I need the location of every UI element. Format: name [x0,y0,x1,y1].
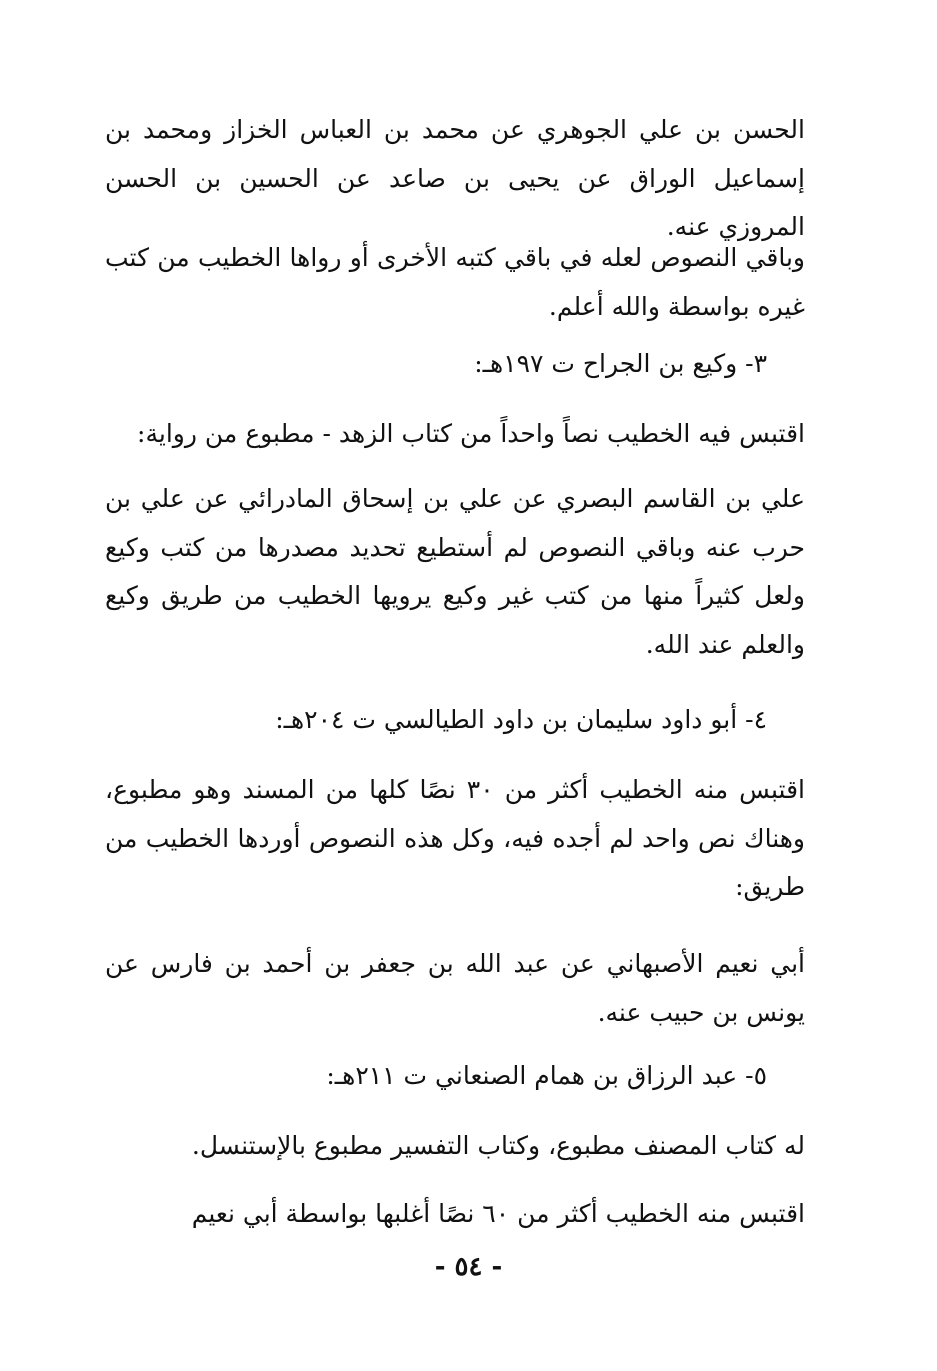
paragraph-6: اقتبس منه الخطيب أكثر من ٣٠ نصًا كلها من المسند وهو مطبوع، وهناك نص واحد لم أجده فيه، وكل هذه النصوص أوردها الخطيب من طريق: [105,775,805,901]
section-heading-5: ٥- عبد الرزاق بن همام الصنعاني ت ٢١١هـ: [326,1061,767,1090]
paragraph-2: وباقي النصوص لعله في باقي كتبه الأخرى أو رواها الخطيب من كتب غيره بواسطة والله أعلم. [105,243,805,321]
paragraph-5: علي بن القاسم البصري عن علي بن إسحاق المادرائي عن علي بن حرب عنه وباقي النصوص لم أستطيع تحديد مصدرها من كتب وكيع ولعل كثيراً منها من كتب غير وكيع يرويها الخطيب من طريق وكيع والعلم عند الله. [105,484,805,659]
paragraph-4: اقتبس فيه الخطيب نصاً واحداً من كتاب الزهد - مطبوع من رواية: [137,419,805,448]
paragraph-7: أبي نعيم الأصبهاني عن عبد الله بن جعفر بن أحمد بن فارس عن يونس بن حبيب عنه. [105,949,805,1027]
paragraph-8: له كتاب المصنف مطبوع، وكتاب التفسير مطبوع بالإستنسل. [191,1131,805,1160]
paragraph-9: اقتبس منه الخطيب أكثر من ٦٠ نصًا أغلبها بواسطة أبي نعيم [191,1199,805,1228]
paragraph-1: الحسن بن علي الجوهري عن محمد بن العباس الخزاز ومحمد بن إسماعيل الوراق عن يحيى بن صاعد عن الحسين بن الحسن المروزي عنه. [105,115,805,241]
page-number: - ٥٤ - [434,1252,503,1282]
section-heading-3: ٣- وكيع بن الجراح ت ١٩٧هـ: [474,349,767,378]
section-heading-4: ٤- أبو داود سليمان بن داود الطيالسي ت ٢٠٤هـ: [275,705,767,734]
